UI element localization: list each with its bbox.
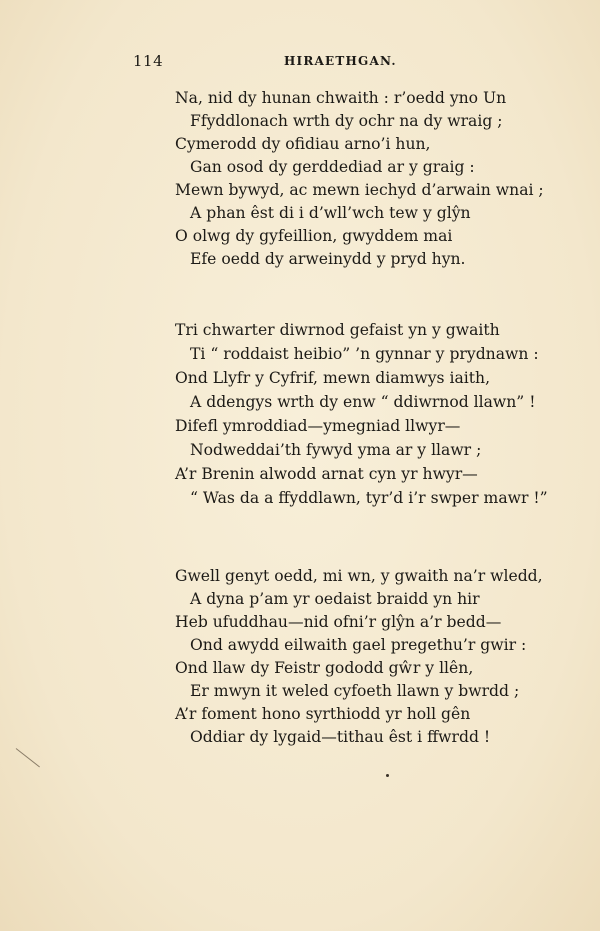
verse-line: Gwell genyt oedd, mi wn, y gwaith na’r wledd, [175, 567, 543, 585]
verse-line: Ond llaw dy Feistr gododd gŵr y llên, [175, 659, 474, 677]
verse-line: Ti “ roddaist heibio” ’n gynnar y prydnawn : [190, 345, 539, 363]
verse-line: Difefl ymroddiad—ymegniad llwyr— [175, 417, 461, 435]
verse-line: Nodweddai’th fywyd yma ar y llawr ; [190, 441, 482, 459]
verse-line: Efe oedd dy arweinydd y pryd hyn. [190, 250, 466, 268]
verse-line: Oddiar dy lygaid—tithau êst i ffwrdd ! [190, 728, 491, 746]
verse-line: A phan êst di i d’wll’wch tew y glŷn [190, 204, 471, 222]
verse-line: A’r foment hono syrthiodd yr holl gên [175, 705, 471, 723]
verse-line: Er mwyn it weled cyfoeth llawn y bwrdd ; [190, 682, 520, 700]
verse-line: Gan osod dy gerddediad ar y graig : [190, 158, 475, 176]
verse-line: “ Was da a ffyddlawn, tyr’d i’r swper mawr !” [190, 489, 548, 507]
running-title: HIRAETHGAN. [284, 54, 397, 68]
verse-line: A’r Brenin alwodd arnat cyn yr hwyr— [175, 465, 478, 483]
verse-line: Ffyddlonach wrth dy ochr na dy wraig ; [190, 112, 503, 130]
verse-line: A ddengys wrth dy enw “ ddiwrnod llawn” ! [190, 393, 536, 411]
verse-line: A dyna p’am yr oedaist braidd yn hir [190, 590, 480, 608]
page-header [0, 52, 600, 76]
verse-line: Na, nid dy hunan chwaith : r’oedd yno Un [175, 89, 507, 107]
verse-line: O olwg dy gyfeillion, gwyddem mai [175, 227, 453, 245]
verse-line: Ond awydd eilwaith gael pregethu’r gwir : [190, 636, 527, 654]
page-scuff [16, 748, 40, 767]
verse-line: Cymerodd dy ofidiau arno’i hun, [175, 135, 431, 153]
verse-line: Heb ufuddhau—nid ofni’r glŷn a’r bedd— [175, 613, 502, 631]
page-mark [386, 774, 389, 777]
verse-line: Mewn bywyd, ac mewn iechyd d’arwain wnai ; [175, 181, 544, 199]
page-number: 114 [133, 52, 164, 70]
verse-line: Ond Llyfr y Cyfrif, mewn diamwys iaith, [175, 369, 491, 387]
verse-line: Tri chwarter diwrnod gefaist yn y gwaith [175, 321, 500, 339]
